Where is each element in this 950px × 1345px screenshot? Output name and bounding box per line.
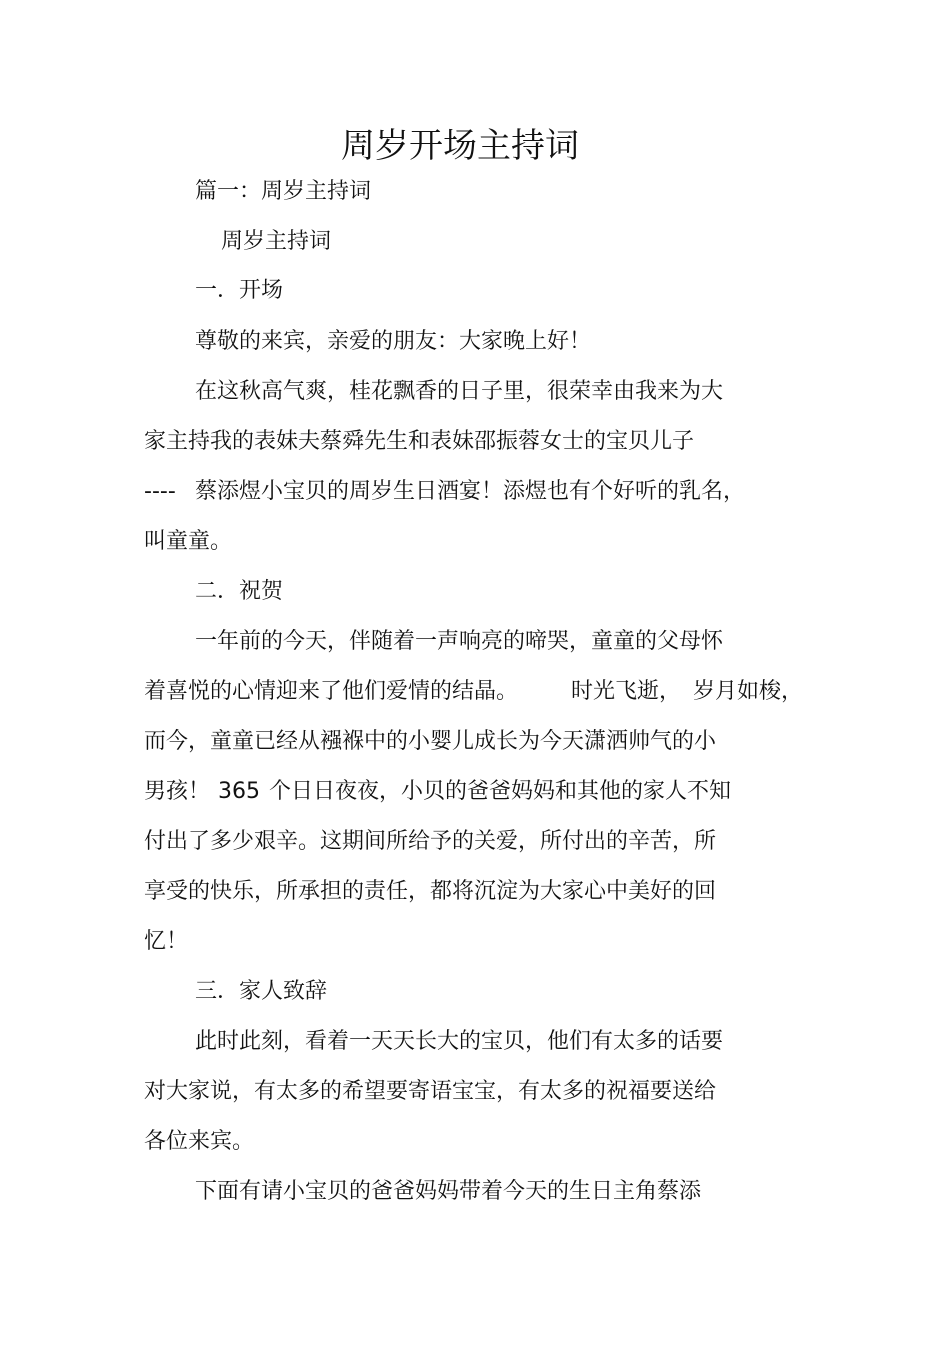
paragraph-line: 叫童童。 bbox=[144, 529, 233, 554]
paragraph-line: 着喜悦的心情迎来了他们爱情的结晶。 bbox=[144, 679, 519, 704]
paragraph-line: 男孩！ bbox=[144, 779, 211, 804]
document-title: 周岁开场主持词 bbox=[341, 126, 579, 166]
paragraph-line: 个日日夜夜，小贝的爸爸妈妈和其他的家人不知 bbox=[269, 779, 732, 804]
number-text: 365 bbox=[218, 779, 260, 804]
paragraph-line: 付出了多少艰辛。这期间所给予的关爱，所付出的辛苦，所 bbox=[144, 829, 717, 854]
paragraph-line: 各位来宾。 bbox=[144, 1129, 255, 1154]
section-heading: 一．开场 bbox=[195, 278, 284, 303]
paragraph-line: 家主持我的表妹夫蔡舜先生和表妹邵振蓉女士的宝贝儿子 bbox=[144, 429, 695, 454]
subtitle: 周岁主持词 bbox=[221, 229, 332, 254]
paragraph-line: 时光飞逝， bbox=[571, 679, 682, 704]
paragraph-line: 下面有请小宝贝的爸爸妈妈带着今天的生日主角蔡添 bbox=[195, 1179, 702, 1204]
paragraph-line: 享受的快乐，所承担的责任，都将沉淀为大家心中美好的回 bbox=[144, 879, 717, 904]
paragraph-line: 此时此刻，看着一天天长大的宝贝，他们有太多的话要 bbox=[195, 1029, 724, 1054]
paragraph-line: 忆！ bbox=[144, 929, 189, 954]
paragraph-line: 对大家说，有太多的希望要寄语宝宝，有太多的祝福要送给 bbox=[144, 1079, 717, 1104]
paragraph-line: 而今，童童已经从襁褓中的小婴儿成长为今天潇洒帅气的小 bbox=[144, 729, 717, 754]
section-heading: 三．家人致辞 bbox=[195, 979, 328, 1004]
paragraph-line: 尊敬的来宾，亲爱的朋友：大家晚上好！ bbox=[195, 329, 592, 354]
dash-separator: ---- bbox=[144, 479, 176, 504]
section-heading: 二．祝贺 bbox=[195, 579, 284, 604]
paragraph-line: 一年前的今天，伴随着一声响亮的啼哭，童童的父母怀 bbox=[195, 629, 724, 654]
paragraph-line: 蔡添煜小宝贝的周岁生日酒宴！添煜也有个好听的乳名， bbox=[195, 479, 746, 504]
section-heading: 篇一：周岁主持词 bbox=[195, 179, 372, 204]
paragraph-line: 在这秋高气爽，桂花飘香的日子里，很荣幸由我来为大 bbox=[195, 379, 724, 404]
paragraph-line: 岁月如梭， bbox=[693, 679, 804, 704]
